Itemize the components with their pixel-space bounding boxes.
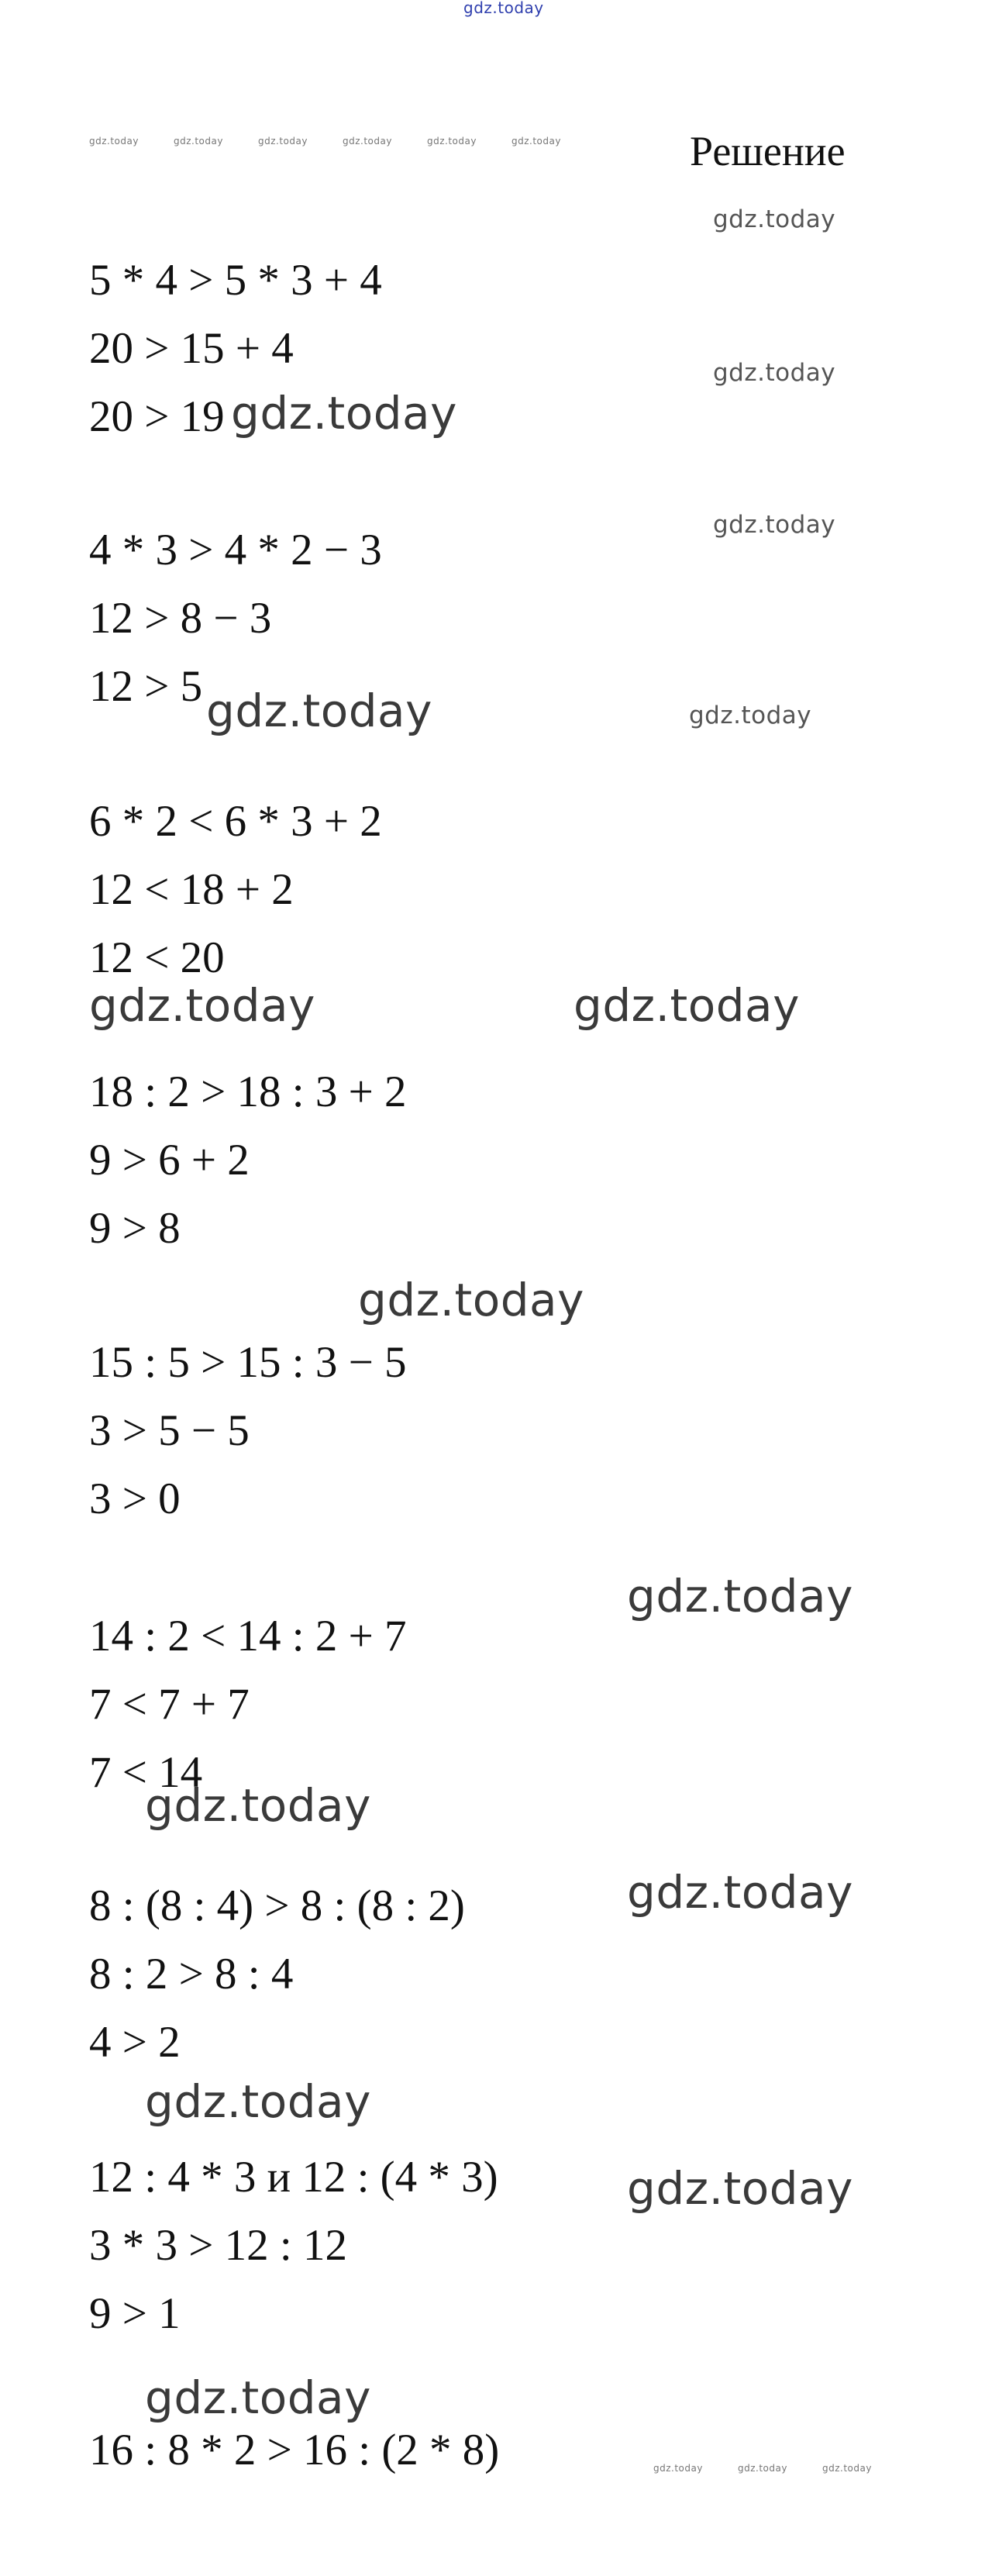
equation-line: 5 * 4 > 5 * 3 + 4 [89, 256, 382, 305]
equation-line: 12 < 18 + 2 [89, 865, 294, 914]
equation-line: 12 > 8 − 3 [89, 594, 272, 643]
equation-line: 18 : 2 > 18 : 3 + 2 [89, 1067, 407, 1116]
watermark: gdz.today [713, 205, 836, 233]
watermark: gdz.today [738, 2463, 787, 2474]
watermark: gdz.today [145, 2075, 371, 2128]
equation-line: 8 : 2 > 8 : 4 [89, 1950, 294, 1998]
equation-line: 20 > 19 [89, 392, 225, 441]
watermark: gdz.today [574, 979, 800, 1032]
equation-line: 9 > 6 + 2 [89, 1136, 250, 1185]
equation-line: 12 < 20 [89, 933, 225, 982]
equation-line: 3 > 0 [89, 1474, 181, 1523]
equation-line: 8 : (8 : 4) > 8 : (8 : 2) [89, 1881, 465, 1930]
equation-line: 9 > 8 [89, 1204, 181, 1253]
watermark: gdz.today [145, 2371, 371, 2424]
equation-line: 16 : 8 * 2 > 16 : (2 * 8) [89, 2426, 500, 2474]
watermark: gdz.today [653, 2463, 703, 2474]
equation-line: 4 > 2 [89, 2018, 181, 2067]
watermark: gdz.today [427, 136, 477, 147]
equation-line: 14 : 2 < 14 : 2 + 7 [89, 1612, 407, 1660]
watermark: gdz.today [358, 1274, 584, 1326]
watermark: gdz.today [689, 702, 812, 729]
equation-line: 7 < 7 + 7 [89, 1680, 250, 1729]
watermark: gdz.today [713, 359, 836, 387]
watermark: gdz.today [627, 1570, 853, 1623]
watermark: gdz.today [343, 136, 392, 147]
equation-line: 3 > 5 − 5 [89, 1406, 250, 1455]
solution-heading: Решение [690, 128, 846, 174]
equation-line: 4 * 3 > 4 * 2 − 3 [89, 526, 382, 574]
equation-line: 15 : 5 > 15 : 3 − 5 [89, 1338, 407, 1387]
watermark: gdz.today [145, 1779, 371, 1832]
equation-line: 7 < 14 [89, 1748, 203, 1797]
equation-line: 6 * 2 < 6 * 3 + 2 [89, 797, 382, 846]
equation-line: 12 > 5 [89, 662, 203, 711]
watermark: gdz.today [258, 136, 308, 147]
watermark: gdz.today [174, 136, 223, 147]
watermark: gdz.today [512, 136, 561, 147]
equation-line: 9 > 1 [89, 2289, 181, 2338]
equation-line: 20 > 15 + 4 [89, 324, 294, 373]
equation-line: 3 * 3 > 12 : 12 [89, 2221, 347, 2270]
watermark: gdz.today [231, 387, 457, 440]
watermark: gdz.today [627, 2162, 853, 2215]
watermark: gdz.today [206, 685, 432, 737]
watermark: gdz.today [822, 2463, 872, 2474]
watermark: gdz.today [627, 1866, 853, 1919]
watermark: gdz.today [463, 0, 544, 17]
equation-line: 12 : 4 * 3 и 12 : (4 * 3) [89, 2153, 498, 2202]
watermark: gdz.today [89, 136, 139, 147]
watermark: gdz.today [89, 979, 315, 1032]
watermark: gdz.today [713, 511, 836, 539]
